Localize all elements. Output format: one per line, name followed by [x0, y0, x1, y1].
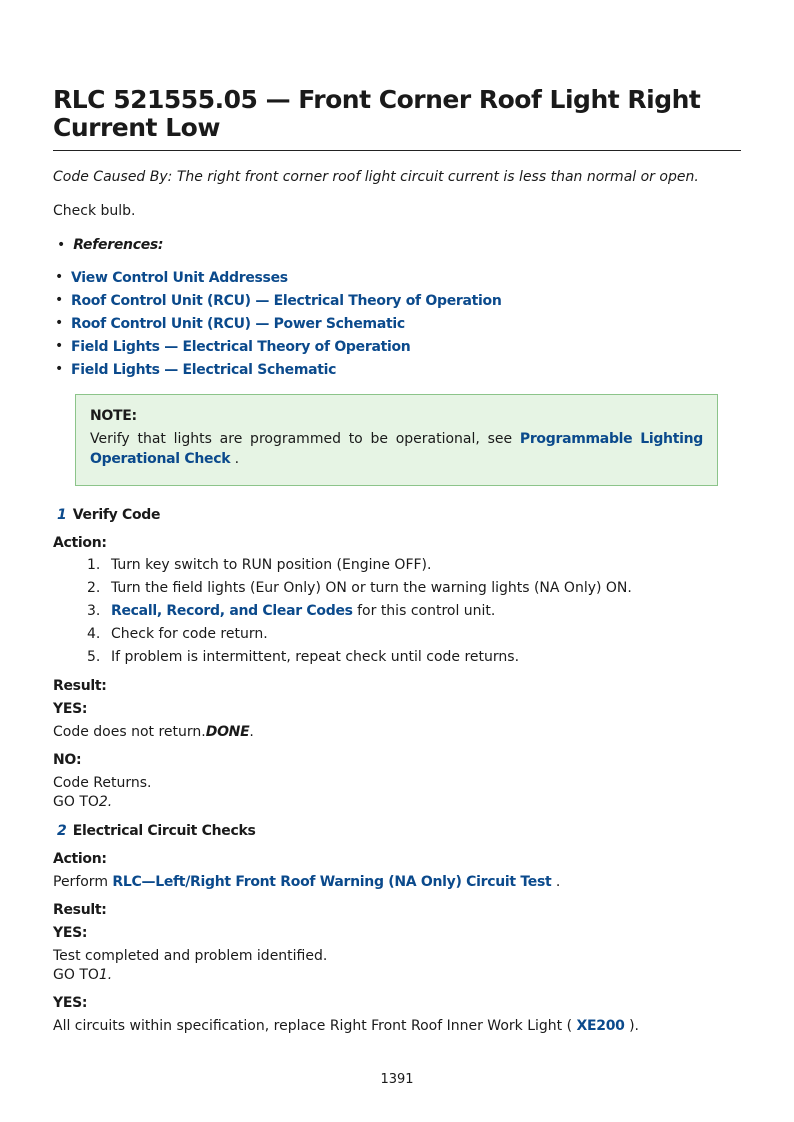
step-2-heading [57, 821, 256, 841]
reference-item [53, 268, 502, 291]
step-2-yes2-label: YES: [53, 995, 88, 1011]
action-item: 1. Turn key switch to RUN position (Engine OFF). [87, 557, 432, 573]
step-1-no-label: NO: [53, 752, 82, 768]
note-link-programmable-lighting[interactable]: Programmable Lighting Operational Check [90, 431, 704, 467]
step-1-yes-label: YES: [53, 701, 88, 717]
action-link-circuit-test[interactable]: RLC—Left/Right Front Roof Warning (NA Only) Circuit Test [112, 874, 552, 890]
reference-link-control-unit-addresses[interactable]: View Control Unit Addresses [71, 270, 288, 286]
action-item: 2. Turn the field lights (Eur Only) ON or turn the warning lights (NA Only) ON. [87, 580, 632, 596]
page-title: RLC 521555.05 — Front Corner Roof Light Right Current Low [53, 85, 701, 142]
references-label: References: [73, 237, 164, 253]
step-1-action-label: Action: [53, 535, 107, 551]
reference-item [53, 360, 502, 383]
step-2-yes1-goto: GO TO1. [53, 967, 113, 983]
action-item: 3. Recall, Record, and Clear Codes for this control unit. [87, 603, 496, 619]
goto-step-2-link[interactable]: 2. [98, 794, 113, 810]
step-1-no-text: Code Returns. [53, 775, 152, 791]
note-body [90, 429, 703, 469]
step-1-yes-text: Code does not return.DONE. [53, 724, 254, 740]
action-item: 5. If problem is intermittent, repeat check until code returns. [87, 649, 520, 665]
reference-item [53, 291, 502, 314]
check-text: Check bulb. [53, 203, 136, 219]
step-2-yes2-text: All circuits within specification, replace Right Front Roof Inner Work Light ( XE200 ). [53, 1018, 639, 1034]
step-2-action-text: Perform RLC—Left/Right Front Roof Warning (NA Only) Circuit Test . [53, 874, 561, 890]
title-divider [53, 150, 741, 151]
step-1-action-list [87, 555, 632, 670]
step-1-number: 1 [57, 507, 67, 523]
note-end: . [234, 451, 240, 467]
step-2-action-label: Action: [53, 851, 107, 867]
reference-link-field-lights-schematic[interactable]: Field Lights — Electrical Schematic [71, 362, 337, 378]
step-2-number: 2 [57, 823, 67, 839]
goto-step-1-link[interactable]: 1. [98, 967, 113, 983]
step-1-heading [57, 505, 160, 525]
action-item: 4. Check for code return. [87, 626, 268, 642]
step-1-no-goto: GO TO2. [53, 794, 113, 810]
references-heading: • References: [57, 237, 164, 253]
step-2-title: Electrical Circuit Checks [72, 823, 256, 839]
references-list [53, 268, 502, 383]
action-link-recall-codes[interactable]: Recall, Record, and Clear Codes [111, 603, 353, 619]
reference-link-field-lights-theory[interactable]: Field Lights — Electrical Theory of Operation [71, 339, 411, 355]
step-2-yes1-label: YES: [53, 925, 88, 941]
page-number: 1391 [380, 1072, 414, 1087]
reference-item [53, 337, 502, 360]
code-caused-by: Code Caused By: The right front corner roof light circuit current is less than normal or open. [53, 169, 699, 185]
note-title: NOTE: [90, 408, 137, 424]
note-box [75, 394, 718, 486]
reference-link-rcu-power-schematic[interactable]: Roof Control Unit (RCU) — Power Schematic [71, 316, 405, 332]
note-text: Verify that lights are programmed to be operational, see [90, 431, 513, 447]
reference-link-rcu-theory[interactable]: Roof Control Unit (RCU) — Electrical Theory of Operation [71, 293, 502, 309]
step-1-result-label: Result: [53, 678, 107, 694]
step-1-title: Verify Code [72, 507, 161, 523]
step-2-result-label: Result: [53, 902, 107, 918]
step-2-yes1-text: Test completed and problem identified. [53, 948, 328, 964]
reference-item [53, 314, 502, 337]
component-link-xe200[interactable]: XE200 [576, 1018, 625, 1034]
